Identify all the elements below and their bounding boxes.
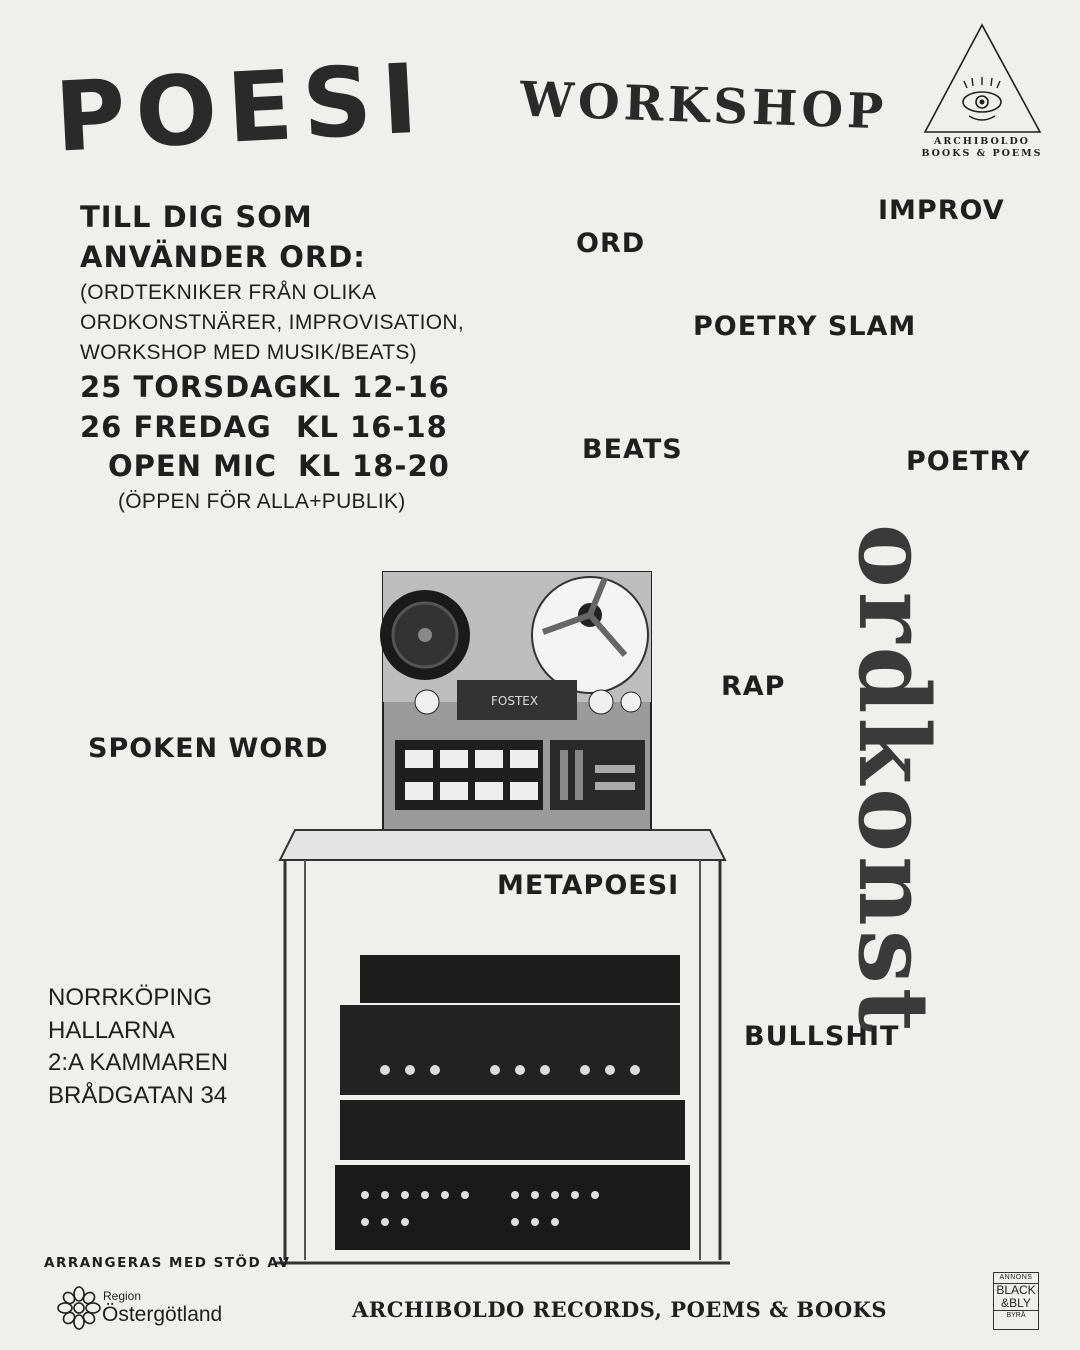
schedule-day-2: 26 FREDAG — [80, 410, 272, 444]
arrangeras-label: ARRANGERAS MED STÖD AV — [44, 1255, 291, 1271]
word-poetry-slam: POETRY SLAM — [693, 311, 917, 342]
word-bullshit: BULLSHIT — [744, 1021, 900, 1052]
address-line: 2:A KAMMAREN — [48, 1049, 229, 1076]
schedule-time-2: KL 16-18 — [296, 410, 448, 444]
region-label-small: Region — [103, 1289, 142, 1303]
word-rap: RAP — [721, 671, 786, 702]
schedule-note: (ÖPPEN FÖR ALLA+PUBLIK) — [118, 490, 406, 513]
word-ord: ORD — [576, 228, 646, 259]
intro-desc-2: ORDKONSTNÄRER, IMPROVISATION, — [80, 311, 465, 334]
address-line: HALLARNA — [48, 1016, 175, 1044]
word-spoken-word: SPOKEN WORD — [88, 733, 329, 764]
word-metapoesi: METAPOESI — [497, 870, 680, 901]
address-line: BRÅDGATAN 34 — [48, 1081, 228, 1109]
word-poetry: POETRY — [906, 446, 1031, 477]
workshop-title: WORKSHOP — [519, 71, 889, 141]
address-block — [48, 982, 228, 1112]
schedule-day-3: OPEN MIC — [108, 449, 278, 483]
poesi-title: POESI — [52, 42, 431, 174]
intro-desc-1: (ORDTEKNIKER FRÅN OLIKA — [80, 281, 377, 304]
organizer-footer: ARCHIBOLDO RECORDS, POEMS & BOOKS — [352, 1297, 888, 1322]
fostex-label: FOSTEX — [491, 694, 539, 708]
schedule-day-1: 25 TORSDAG — [80, 370, 299, 404]
word-improv: IMPROV — [878, 195, 1005, 226]
ordkonst-vertical — [780, 460, 950, 1060]
tape-recorder-illustration — [275, 560, 735, 1275]
intro-line-1: TILL DIG SOM — [80, 200, 313, 234]
schedule-time-1: KL 12-16 — [298, 370, 450, 404]
intro-desc-3: WORKSHOP MED MUSIK/BEATS) — [80, 341, 417, 364]
black-bly-logo: ANNONS BLACK &BLY BYRÅ — [993, 1272, 1039, 1330]
ordkonst-text: ordkonst — [837, 523, 950, 1037]
address-line: NORRKÖPING — [48, 984, 213, 1011]
schedule-time-3: KL 18-20 — [298, 449, 450, 483]
logo-text: ARCHIBOLDO BOOKS & POEMS — [921, 136, 1043, 159]
region-flower-logo-icon — [56, 1285, 102, 1331]
intro-line-2: ANVÄNDER ORD: — [80, 240, 366, 274]
region-label-big: Östergötland — [102, 1303, 223, 1326]
word-beats: BEATS — [582, 434, 683, 465]
